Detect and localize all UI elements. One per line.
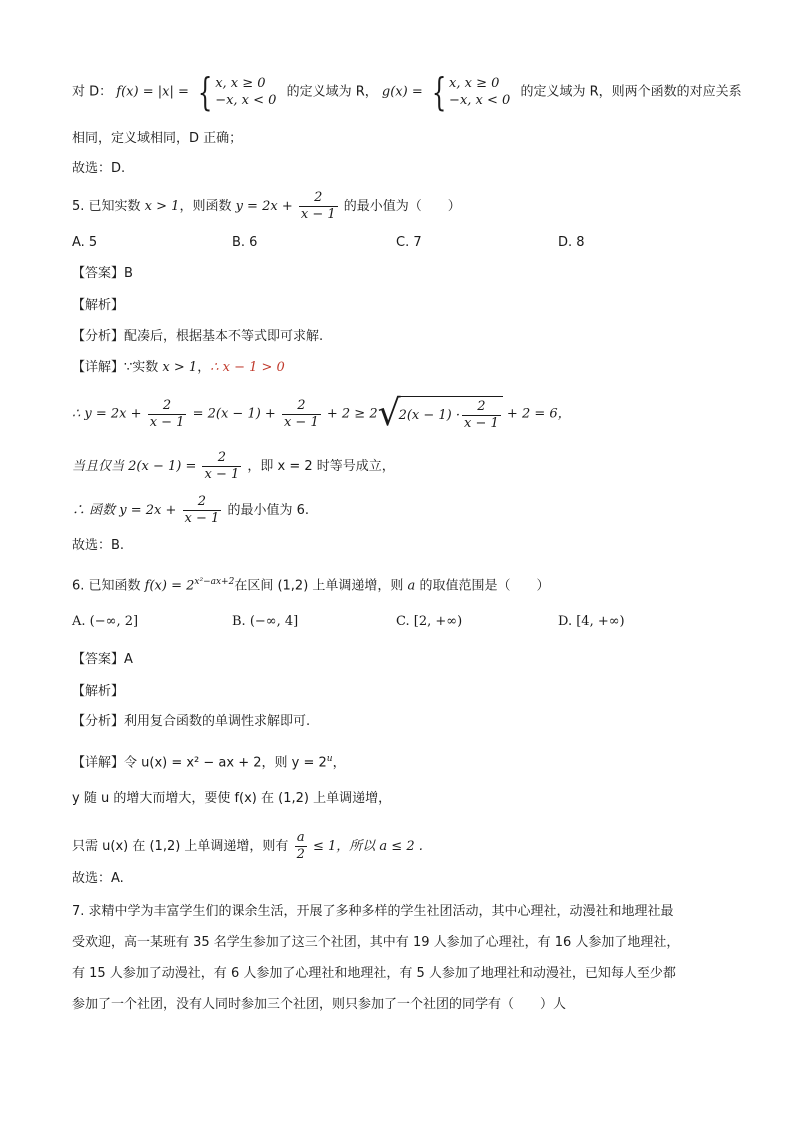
option-d: D. 8 [558, 235, 585, 250]
math-inline: ≤ 1，所以 a ≤ 2 . [313, 839, 423, 854]
question-7-line: 参加了一个社团，没有人同时参加三个社团，则只参加了一个社团的同学有（ ）人 [72, 997, 567, 1012]
math-inline: x > 1 [144, 199, 180, 214]
math-inline: + 2 ≥ 2 [326, 406, 378, 422]
answer-line: 【答案】A [72, 652, 133, 667]
radicand: 2(x − 1) · $\frac{2}{x - 1}$ [399, 396, 503, 432]
text: 6. 已知函数 [72, 578, 145, 594]
math-inline: ∴ y = 2x + [72, 406, 142, 422]
text: 的最小值为（ ） [343, 199, 461, 214]
analysis-line: 【分析】配凑后，根据基本不等式即可求解. [72, 329, 324, 344]
result-line [72, 494, 309, 527]
fraction: $\frac{a}{2}$ [296, 830, 305, 862]
equality-condition [72, 450, 395, 483]
g-definition: g(x) = [381, 84, 423, 100]
text: ，则函数 [179, 199, 236, 214]
option-d: D. [4, +∞) [558, 614, 625, 629]
answer-line: 【答案】B [72, 266, 133, 281]
option-c: C. [2, +∞) [396, 614, 463, 629]
text: 对 D： [72, 84, 113, 100]
sqrt-sign: √ [377, 393, 401, 434]
question-5-stem [72, 190, 461, 223]
analysis-tag: 【解析】 [72, 684, 125, 699]
math-inline: f(x) = 2 [144, 578, 195, 594]
analysis-line: 【分析】利用复合函数的单调性求解即可. [72, 714, 311, 729]
text: 【详解】 [72, 360, 125, 375]
text: ， [332, 755, 346, 771]
text: 只需 u(x) 在 (1,2) 上单调递增，则有 [72, 839, 289, 854]
fraction: $\frac{2}{x - 1}$ [300, 190, 336, 222]
detail-line [72, 359, 285, 377]
left-brace: { [431, 70, 447, 114]
text: ， [197, 360, 211, 375]
case-1: x, x ≥ 0 [215, 76, 266, 91]
choose-line: 故选：B. [72, 538, 125, 553]
math-inline: 当且仅当 2(x − 1) = [72, 459, 197, 474]
text: ，即 x = 2 时等号成立， [247, 459, 395, 474]
piecewise-cases [449, 75, 510, 109]
piecewise-cases [215, 75, 276, 109]
option-c: C. 7 [396, 235, 422, 250]
case-2: −x, x < 0 [215, 93, 277, 108]
text: 5. 已知实数 [72, 199, 145, 214]
paragraph-line [72, 830, 423, 863]
text: 的最小值为 6. [227, 503, 309, 518]
exponent: u [326, 754, 333, 764]
question-7-line: 受欢迎，高一某班有 35 名学生参加了这三个社团，其中有 19 人参加了心理社，有 16 人参加了地理社， [72, 935, 680, 950]
math-inline: a [407, 578, 416, 594]
option-a: A. 5 [72, 235, 98, 250]
choose-line: 故选：D. [72, 161, 126, 176]
text: 的定义域为 R， [286, 84, 378, 100]
analysis-tag: 【解析】 [72, 298, 125, 313]
question-6-stem [72, 573, 549, 595]
math-inline: y = 2x + [235, 199, 293, 214]
math-inline: ∴ 函数 y = 2x + [72, 503, 177, 518]
text: 的定义域为 R，则两个函数的对应关系 [520, 84, 742, 100]
option-a: A. (−∞, 2] [72, 614, 139, 629]
exponent: x²−ax+2 [194, 577, 235, 587]
equation-line [72, 393, 571, 434]
paragraph-line: 相同，定义域相同，D 正确； [72, 131, 243, 146]
math-inline: = 2(x − 1) + [192, 406, 276, 422]
text: 【详解】令 u(x) = x² − ax + 2，则 y = 2 [72, 755, 327, 771]
math-inline: + 2 = 6， [506, 406, 571, 422]
fraction: $\frac{2}{x - 1}$ [149, 397, 185, 430]
fraction: $\frac{2}{x - 1}$ [283, 397, 319, 430]
case-1: x, x ≥ 0 [449, 76, 500, 91]
case-2: −x, x < 0 [449, 93, 511, 108]
option-b: B. (−∞, 4] [232, 614, 299, 629]
option-d-explanation [72, 70, 742, 114]
f-definition: f(x) = |x| = [116, 84, 189, 100]
math-inline: ∴ x − 1 > 0 [210, 360, 285, 375]
choose-line: 故选：A. [72, 871, 124, 886]
left-brace: { [197, 70, 213, 114]
paragraph-line: y 随 u 的增大而增大，要使 f(x) 在 (1,2) 上单调递增， [72, 791, 392, 806]
text: 的取值范围是（ ） [415, 578, 550, 594]
text: 在区间 (1,2) 上单调递增，则 [234, 578, 408, 594]
fraction: $\frac{2}{x - 1}$ [464, 399, 499, 431]
question-7-line: 7. 求精中学为丰富学生们的课余生活，开展了多种多样的学生社团活动，其中心理社，动漫社和地理社最 [72, 904, 674, 919]
detail-line [72, 750, 346, 772]
text: ∵实数 [124, 360, 163, 375]
option-b: B. 6 [232, 235, 258, 250]
fraction: $\frac{2}{x - 1}$ [184, 494, 220, 526]
math-inline: x > 1 [162, 360, 198, 375]
question-7-line: 有 15 人参加了动漫社，有 6 人参加了心理社和地理社，有 5 人参加了地理社和动漫社，已知每人至少都 [72, 966, 676, 981]
fraction: $\frac{2}{x - 1}$ [204, 450, 240, 482]
